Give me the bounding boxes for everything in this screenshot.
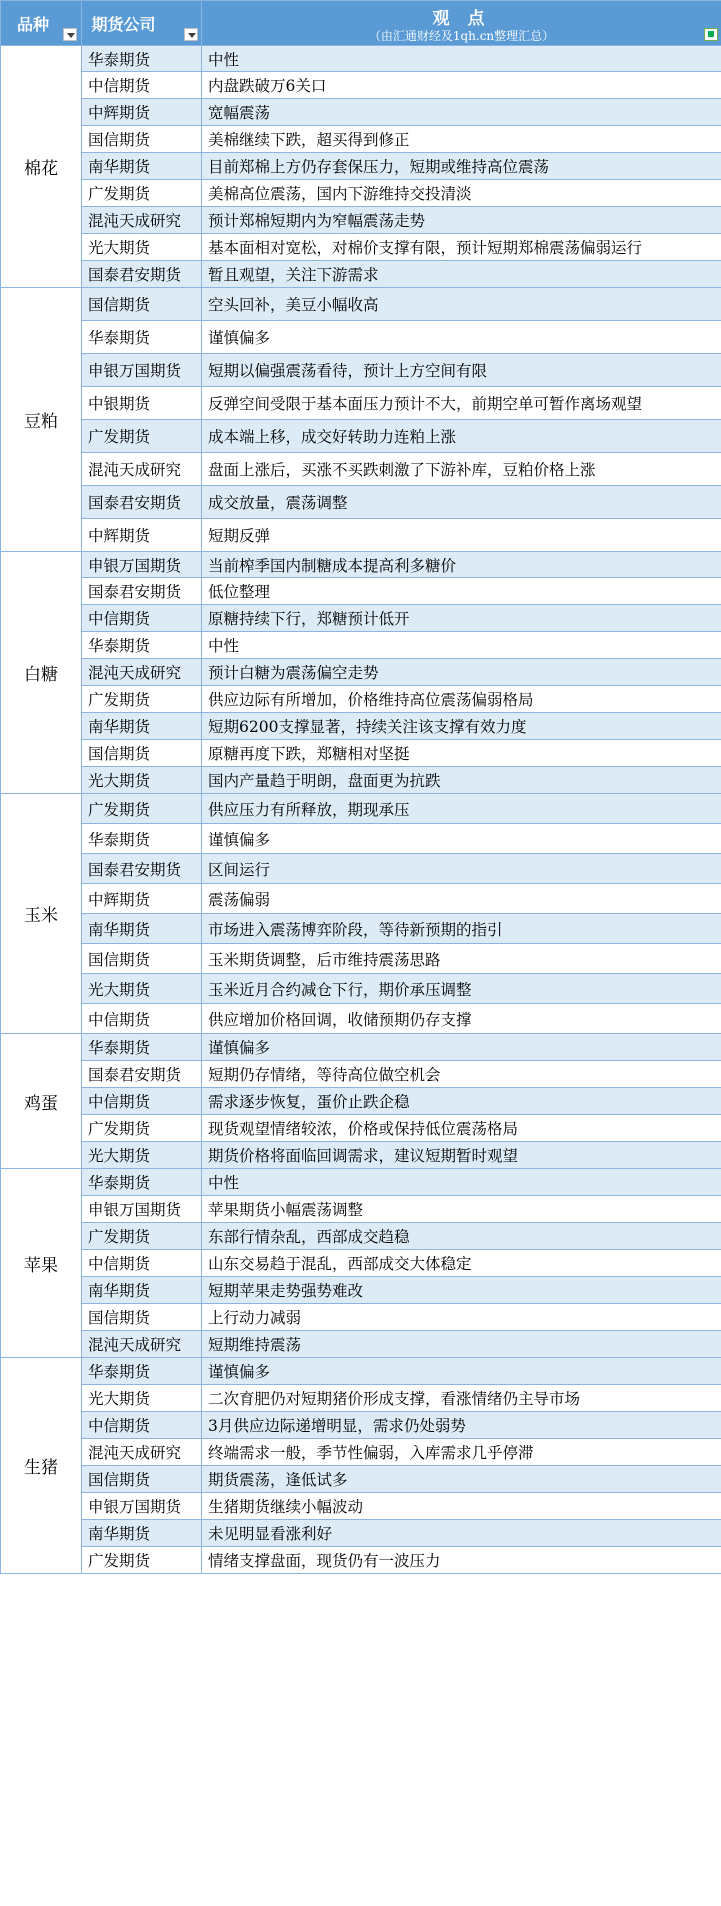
header-view-subtitle: （由汇通财经及1qh.cn整理汇总） [368,29,555,43]
company-cell: 华泰期货 [82,824,202,854]
company-cell: 光大期货 [82,767,202,794]
variety-cell: 苹果 [1,1169,82,1358]
view-cell: 暂且观望，关注下游需求 [202,261,721,288]
view-cell: 反弹空间受限于基本面压力预计不大，前期空单可暂作离场观望 [202,387,721,420]
company-cell: 广发期货 [82,180,202,207]
view-cell: 山东交易趋于混乱，西部成交大体稳定 [202,1250,721,1277]
table-row [1,1250,721,1277]
view-cell: 上行动力减弱 [202,1304,721,1331]
view-cell: 短期反弹 [202,519,721,552]
company-cell: 国泰君安期货 [82,854,202,884]
company-cell: 南华期货 [82,914,202,944]
company-cell: 广发期货 [82,686,202,713]
company-cell: 国信期货 [82,944,202,974]
company-cell: 申银万国期货 [82,1493,202,1520]
table-row [1,914,721,944]
variety-cell: 生猪 [1,1358,82,1574]
company-cell: 中信期货 [82,72,202,99]
variety-cell: 玉米 [1,794,82,1034]
view-cell: 宽幅震荡 [202,99,721,126]
company-cell: 申银万国期货 [82,1196,202,1223]
table-row [1,1223,721,1250]
view-cell: 低位整理 [202,578,721,605]
view-cell: 中性 [202,632,721,659]
view-cell: 供应边际有所增加，价格维持高位震荡偏弱格局 [202,686,721,713]
company-filter-dropdown-icon[interactable] [184,28,198,41]
table-row [1,1034,721,1061]
table-row [1,180,721,207]
filter-applied-icon[interactable] [704,28,718,41]
company-cell: 混沌天成研究 [82,453,202,486]
table-row [1,713,721,740]
company-cell: 南华期货 [82,153,202,180]
table-row [1,387,721,420]
view-cell: 谨慎偏多 [202,321,721,354]
table-row [1,552,721,578]
view-cell: 需求逐步恢复，蛋价止跌企稳 [202,1088,721,1115]
view-cell: 生猪期货继续小幅波动 [202,1493,721,1520]
view-cell: 谨慎偏多 [202,1358,721,1385]
view-cell: 中性 [202,46,721,72]
table-row [1,288,721,321]
table-row [1,153,721,180]
table-row [1,1115,721,1142]
company-cell: 华泰期货 [82,321,202,354]
table-row [1,632,721,659]
company-cell: 广发期货 [82,420,202,453]
view-cell: 成本端上移，成交好转助力连粕上涨 [202,420,721,453]
company-cell: 光大期货 [82,1385,202,1412]
table-row [1,453,721,486]
view-cell: 终端需求一般，季节性偏弱，入库需求几乎停滞 [202,1439,721,1466]
view-cell: 盘面上涨后，买涨不买跌刺激了下游补库，豆粕价格上涨 [202,453,721,486]
company-cell: 国泰君安期货 [82,578,202,605]
table-row [1,1169,721,1196]
company-cell: 申银万国期货 [82,354,202,387]
company-cell: 国信期货 [82,1304,202,1331]
company-cell: 中辉期货 [82,519,202,552]
table-row [1,1547,721,1574]
table-row [1,944,721,974]
view-cell: 美棉继续下跌，超买得到修正 [202,126,721,153]
company-cell: 华泰期货 [82,46,202,72]
view-cell: 基本面相对宽松，对棉价支撑有限，预计短期郑棉震荡偏弱运行 [202,234,721,261]
company-cell: 华泰期货 [82,632,202,659]
table-row [1,659,721,686]
table-row [1,99,721,126]
company-cell: 华泰期货 [82,1034,202,1061]
table-row [1,1004,721,1034]
company-cell: 国泰君安期货 [82,1061,202,1088]
view-cell: 现货观望情绪较浓，价格或保持低位震荡格局 [202,1115,721,1142]
view-cell: 东部行情杂乱，西部成交趋稳 [202,1223,721,1250]
table-row [1,884,721,914]
view-cell: 玉米近月合约减仓下行，期价承压调整 [202,974,721,1004]
company-cell: 广发期货 [82,1223,202,1250]
view-cell: 内盘跌破万6关口 [202,72,721,99]
company-cell: 混沌天成研究 [82,659,202,686]
view-cell: 情绪支撑盘面，现货仍有一波压力 [202,1547,721,1574]
table-body [1,46,721,1574]
view-cell: 美棉高位震荡，国内下游维持交投清淡 [202,180,721,207]
variety-cell: 棉花 [1,46,82,288]
table-row [1,794,721,824]
table-row [1,519,721,552]
company-cell: 中信期货 [82,605,202,632]
view-cell: 空头回补，美豆小幅收高 [202,288,721,321]
company-cell: 混沌天成研究 [82,207,202,234]
company-cell: 广发期货 [82,1547,202,1574]
header-view-title: 观 点 [432,9,491,29]
table-row [1,974,721,1004]
company-cell: 南华期货 [82,713,202,740]
company-cell: 中信期货 [82,1250,202,1277]
view-cell: 谨慎偏多 [202,1034,721,1061]
table-row [1,1196,721,1223]
table-row [1,1466,721,1493]
company-cell: 南华期货 [82,1277,202,1304]
view-cell: 目前郑棉上方仍存套保压力，短期或维持高位震荡 [202,153,721,180]
company-cell: 中银期货 [82,387,202,420]
company-cell: 国信期货 [82,126,202,153]
company-cell: 中信期货 [82,1004,202,1034]
company-cell: 申银万国期货 [82,552,202,578]
table-row [1,420,721,453]
table-row [1,1385,721,1412]
view-cell: 短期仍存情绪，等待高位做空机会 [202,1061,721,1088]
table-row [1,1061,721,1088]
table-row [1,261,721,288]
table-row [1,354,721,387]
header-variety [1,1,82,46]
table-row [1,486,721,519]
variety-filter-dropdown-icon[interactable] [63,28,77,41]
header-company [82,1,202,46]
company-cell: 国泰君安期货 [82,486,202,519]
view-cell: 当前榨季国内制糖成本提高利多糖价 [202,552,721,578]
table-row [1,740,721,767]
view-cell: 玉米期货调整，后市维持震荡思路 [202,944,721,974]
view-cell: 成交放量，震荡调整 [202,486,721,519]
company-cell: 国泰君安期货 [82,261,202,288]
view-cell: 区间运行 [202,854,721,884]
view-cell: 未见明显看涨利好 [202,1520,721,1547]
view-cell: 短期苹果走势强势难改 [202,1277,721,1304]
variety-cell: 鸡蛋 [1,1034,82,1169]
view-cell: 国内产量趋于明朗，盘面更为抗跌 [202,767,721,794]
table-row [1,1439,721,1466]
company-cell: 混沌天成研究 [82,1331,202,1358]
company-cell: 国信期货 [82,288,202,321]
table-row [1,686,721,713]
view-cell: 3月供应边际递增明显，需求仍处弱势 [202,1412,721,1439]
view-cell: 震荡偏弱 [202,884,721,914]
company-cell: 中辉期货 [82,99,202,126]
view-cell: 期货震荡，逢低试多 [202,1466,721,1493]
table-row [1,126,721,153]
view-cell: 预计郑棉短期内为窄幅震荡走势 [202,207,721,234]
company-cell: 华泰期货 [82,1358,202,1385]
table-row [1,1088,721,1115]
view-cell: 二次育肥仍对短期猪价形成支撑，看涨情绪仍主导市场 [202,1385,721,1412]
view-cell: 预计白糖为震荡偏空走势 [202,659,721,686]
header-view [202,1,721,46]
table-row [1,1412,721,1439]
company-cell: 中信期货 [82,1412,202,1439]
table-row [1,578,721,605]
table-row [1,605,721,632]
company-cell: 光大期货 [82,974,202,1004]
company-cell: 中辉期货 [82,884,202,914]
view-cell: 原糖持续下行，郑糖预计低开 [202,605,721,632]
table-header [1,1,721,46]
company-cell: 广发期货 [82,794,202,824]
table-row [1,1493,721,1520]
table-row [1,1277,721,1304]
company-cell: 混沌天成研究 [82,1439,202,1466]
table-row [1,321,721,354]
table-row [1,46,721,72]
view-cell: 市场进入震荡博弈阶段，等待新预期的指引 [202,914,721,944]
table-row [1,72,721,99]
company-cell: 国信期货 [82,740,202,767]
table-row [1,1142,721,1169]
table-row [1,207,721,234]
company-cell: 华泰期货 [82,1169,202,1196]
variety-cell: 豆粕 [1,288,82,552]
company-cell: 南华期货 [82,1520,202,1547]
table-row [1,1358,721,1385]
view-cell: 中性 [202,1169,721,1196]
view-cell: 供应增加价格回调，收储预期仍存支撑 [202,1004,721,1034]
header-variety-label: 品种 [16,14,49,34]
view-cell: 谨慎偏多 [202,824,721,854]
view-cell: 苹果期货小幅震荡调整 [202,1196,721,1223]
view-cell: 短期6200支撑显著，持续关注该支撑有效力度 [202,713,721,740]
view-cell: 短期维持震荡 [202,1331,721,1358]
variety-cell: 白糖 [1,552,82,794]
table-row [1,767,721,794]
table-row [1,1520,721,1547]
view-cell: 原糖再度下跌，郑糖相对坚挺 [202,740,721,767]
table-row [1,1331,721,1358]
company-cell: 光大期货 [82,234,202,261]
company-cell: 广发期货 [82,1115,202,1142]
view-cell: 短期以偏强震荡看待，预计上方空间有限 [202,354,721,387]
header-company-label: 期货公司 [91,14,156,34]
company-cell: 国信期货 [82,1466,202,1493]
view-cell: 期货价格将面临回调需求，建议短期暂时观望 [202,1142,721,1169]
table-row [1,854,721,884]
table-row [1,234,721,261]
view-cell: 供应压力有所释放，期现承压 [202,794,721,824]
company-cell: 中信期货 [82,1088,202,1115]
company-cell: 光大期货 [82,1142,202,1169]
table-row [1,824,721,854]
table-row [1,1304,721,1331]
